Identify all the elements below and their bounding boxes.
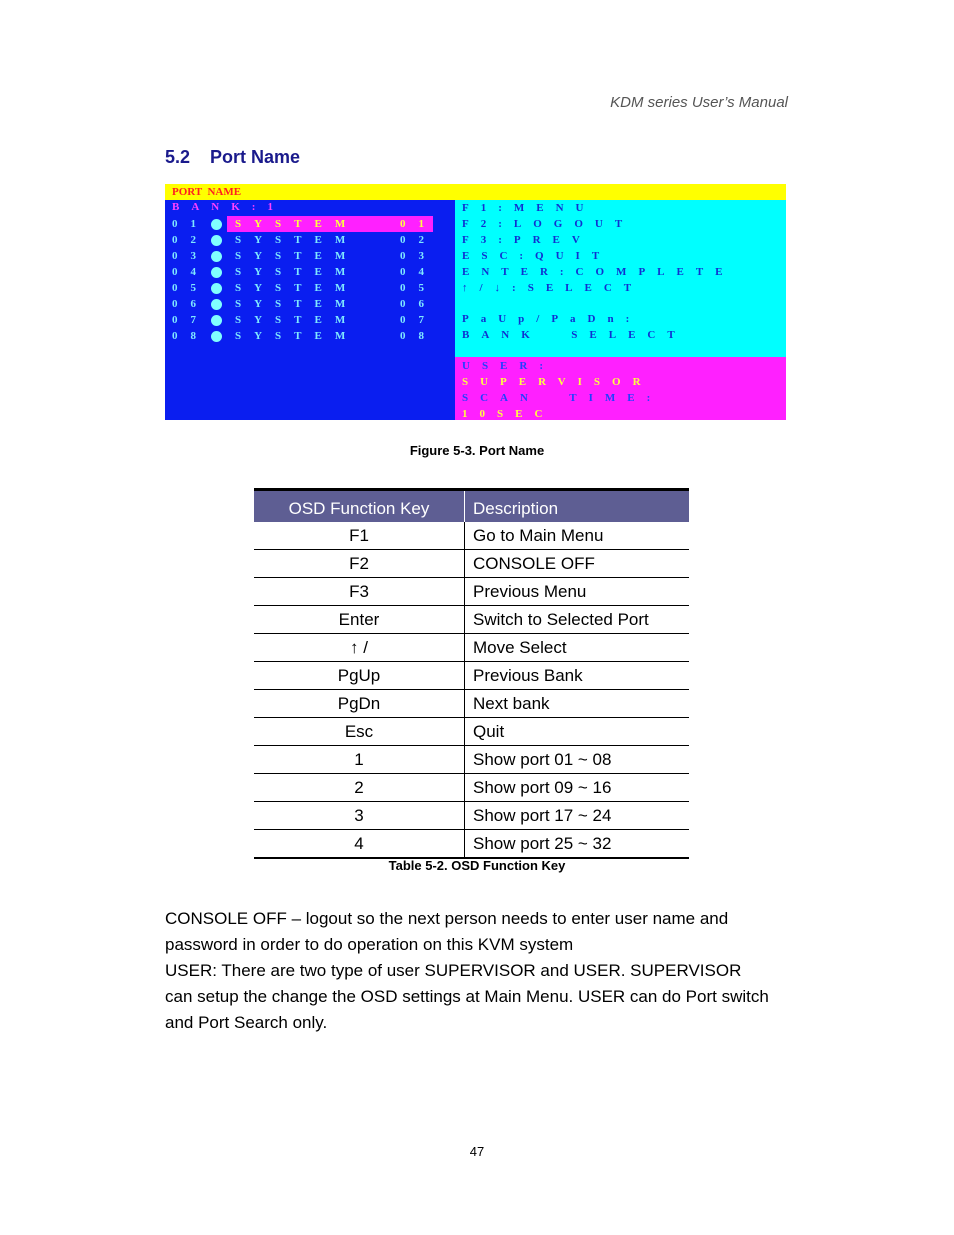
body-line: password in order to do operation on this KVM system bbox=[165, 935, 574, 954]
table-cell-description: Show port 25 ~ 32 bbox=[465, 830, 690, 859]
table-cell-key: Esc bbox=[254, 718, 465, 746]
table-row bbox=[254, 830, 689, 859]
osd-help-line: BANK SELECT bbox=[462, 329, 687, 341]
osd-help-line: F2:LOGOUT bbox=[462, 218, 635, 230]
osd-port-row[interactable] bbox=[165, 248, 455, 264]
osd-port-number: 02 bbox=[172, 234, 209, 246]
osd-port-number: 07 bbox=[172, 314, 209, 326]
osd-port-number: 08 bbox=[172, 330, 209, 342]
osd-port-number: 03 bbox=[172, 250, 209, 262]
osd-user-label: USER: bbox=[462, 360, 556, 372]
osd-port-number: 05 bbox=[172, 282, 209, 294]
table-header-key: OSD Function Key bbox=[254, 490, 465, 523]
osd-scan-time-label: SCAN TIME: bbox=[462, 392, 663, 404]
osd-help-line: PaUp/PaDn: bbox=[462, 313, 642, 325]
table-cell-key: F2 bbox=[254, 550, 465, 578]
osd-port-status-dot-icon bbox=[211, 251, 222, 262]
table-row bbox=[254, 578, 689, 606]
body-line: can setup the change the OSD settings at Main Menu. USER can do Port switch bbox=[165, 987, 769, 1006]
osd-port-name-suffix: 04 bbox=[400, 266, 437, 278]
table-header-row bbox=[254, 490, 689, 523]
table-cell-description: Show port 01 ~ 08 bbox=[465, 746, 690, 774]
table-cell-key: 1 bbox=[254, 746, 465, 774]
table-row bbox=[254, 550, 689, 578]
figure-caption: Figure 5-3. Port Name bbox=[409, 443, 545, 458]
table-cell-description: Next bank bbox=[465, 690, 690, 718]
osd-function-key-table bbox=[254, 488, 689, 859]
table-cell-description: Go to Main Menu bbox=[465, 522, 690, 550]
body-text bbox=[165, 906, 795, 1036]
osd-port-name: SYSTEM bbox=[235, 298, 359, 310]
table-row bbox=[254, 522, 689, 550]
table-cell-description: CONSOLE OFF bbox=[465, 550, 690, 578]
osd-port-name-suffix: 05 bbox=[400, 282, 437, 294]
osd-bank-label: BANK:1 bbox=[172, 201, 285, 213]
section-name: Port Name bbox=[210, 147, 301, 167]
osd-help-line: F1:MENU bbox=[462, 202, 596, 214]
osd-help-line: ↑/↓:SELECT bbox=[462, 282, 644, 294]
table-cell-description: Show port 09 ~ 16 bbox=[465, 774, 690, 802]
osd-port-name: SYSTEM bbox=[235, 218, 359, 230]
table-cell-key: ↑ / bbox=[254, 634, 465, 662]
table-caption: Table 5-2. OSD Function Key bbox=[388, 858, 566, 873]
osd-title-bar bbox=[165, 184, 786, 200]
osd-user-panel bbox=[455, 357, 786, 420]
table-cell-description: Quit bbox=[465, 718, 690, 746]
table-cell-key: Enter bbox=[254, 606, 465, 634]
osd-port-status-dot-icon bbox=[211, 235, 222, 246]
table-cell-description: Show port 17 ~ 24 bbox=[465, 802, 690, 830]
osd-help-line: ENTER:COMPLETE bbox=[462, 266, 735, 278]
table-row bbox=[254, 634, 689, 662]
osd-port-name: SYSTEM bbox=[235, 250, 359, 262]
osd-port-row[interactable] bbox=[165, 328, 455, 344]
table-row bbox=[254, 606, 689, 634]
table-row bbox=[254, 802, 689, 830]
osd-port-name-screen bbox=[165, 184, 786, 420]
osd-port-row[interactable] bbox=[165, 264, 455, 280]
table-cell-key: F3 bbox=[254, 578, 465, 606]
osd-port-name-suffix: 02 bbox=[400, 234, 437, 246]
osd-port-row[interactable] bbox=[165, 296, 455, 312]
table-cell-key: PgDn bbox=[254, 690, 465, 718]
osd-port-row[interactable] bbox=[165, 312, 455, 328]
osd-help-line: ESC:QUIT bbox=[462, 250, 612, 262]
osd-port-name: SYSTEM bbox=[235, 234, 359, 246]
osd-port-name: SYSTEM bbox=[235, 266, 359, 278]
osd-port-status-dot-icon bbox=[211, 283, 222, 294]
table-row bbox=[254, 662, 689, 690]
osd-help-line: F3:PREV bbox=[462, 234, 592, 246]
osd-scan-time-value: 10SEC bbox=[462, 408, 555, 420]
table-cell-key: 2 bbox=[254, 774, 465, 802]
osd-port-name-suffix: 06 bbox=[400, 298, 437, 310]
osd-port-number: 06 bbox=[172, 298, 209, 310]
osd-port-row[interactable] bbox=[165, 232, 455, 248]
osd-port-status-dot-icon bbox=[211, 267, 222, 278]
osd-user-value: SUPERVISOR bbox=[462, 376, 653, 388]
table-cell-key: F1 bbox=[254, 522, 465, 550]
osd-port-status-dot-icon bbox=[211, 299, 222, 310]
page-number: 47 bbox=[469, 1144, 485, 1159]
table-row bbox=[254, 718, 689, 746]
table-cell-description: Previous Menu bbox=[465, 578, 690, 606]
body-line: CONSOLE OFF – logout so the next person needs to enter user name and bbox=[165, 909, 729, 928]
osd-port-name-suffix: 03 bbox=[400, 250, 437, 262]
osd-port-number: 04 bbox=[172, 266, 209, 278]
manual-header: KDM series User’s Manual bbox=[610, 94, 788, 111]
table-row bbox=[254, 746, 689, 774]
osd-port-name-suffix: 08 bbox=[400, 330, 437, 342]
table-cell-description: Previous Bank bbox=[465, 662, 690, 690]
section-title bbox=[165, 147, 300, 168]
osd-title: PORT NAME bbox=[172, 186, 242, 198]
osd-port-status-dot-icon bbox=[211, 315, 222, 326]
osd-port-row[interactable] bbox=[165, 280, 455, 296]
osd-port-name-suffix: 01 bbox=[400, 218, 437, 230]
table-row bbox=[254, 774, 689, 802]
table-row bbox=[254, 690, 689, 718]
osd-port-name-suffix: 07 bbox=[400, 314, 437, 326]
osd-port-name: SYSTEM bbox=[235, 330, 359, 342]
table-cell-key: 3 bbox=[254, 802, 465, 830]
table-cell-description: Switch to Selected Port bbox=[465, 606, 690, 634]
body-line: USER: There are two type of user SUPERVISOR and USER. SUPERVISOR bbox=[165, 961, 742, 980]
osd-port-number: 01 bbox=[172, 218, 209, 230]
osd-port-row[interactable] bbox=[165, 216, 455, 232]
osd-port-status-dot-icon bbox=[211, 331, 222, 342]
table-cell-key: PgUp bbox=[254, 662, 465, 690]
body-line: and Port Search only. bbox=[165, 1013, 328, 1032]
osd-port-name: SYSTEM bbox=[235, 282, 359, 294]
osd-port-name: SYSTEM bbox=[235, 314, 359, 326]
table-header-description: Description bbox=[465, 490, 690, 523]
table-cell-description: Move Select bbox=[465, 634, 690, 662]
section-number: 5.2 bbox=[165, 147, 191, 167]
osd-port-status-dot-icon bbox=[211, 219, 222, 230]
table-cell-key: 4 bbox=[254, 830, 465, 859]
osd-help-panel bbox=[455, 200, 786, 357]
